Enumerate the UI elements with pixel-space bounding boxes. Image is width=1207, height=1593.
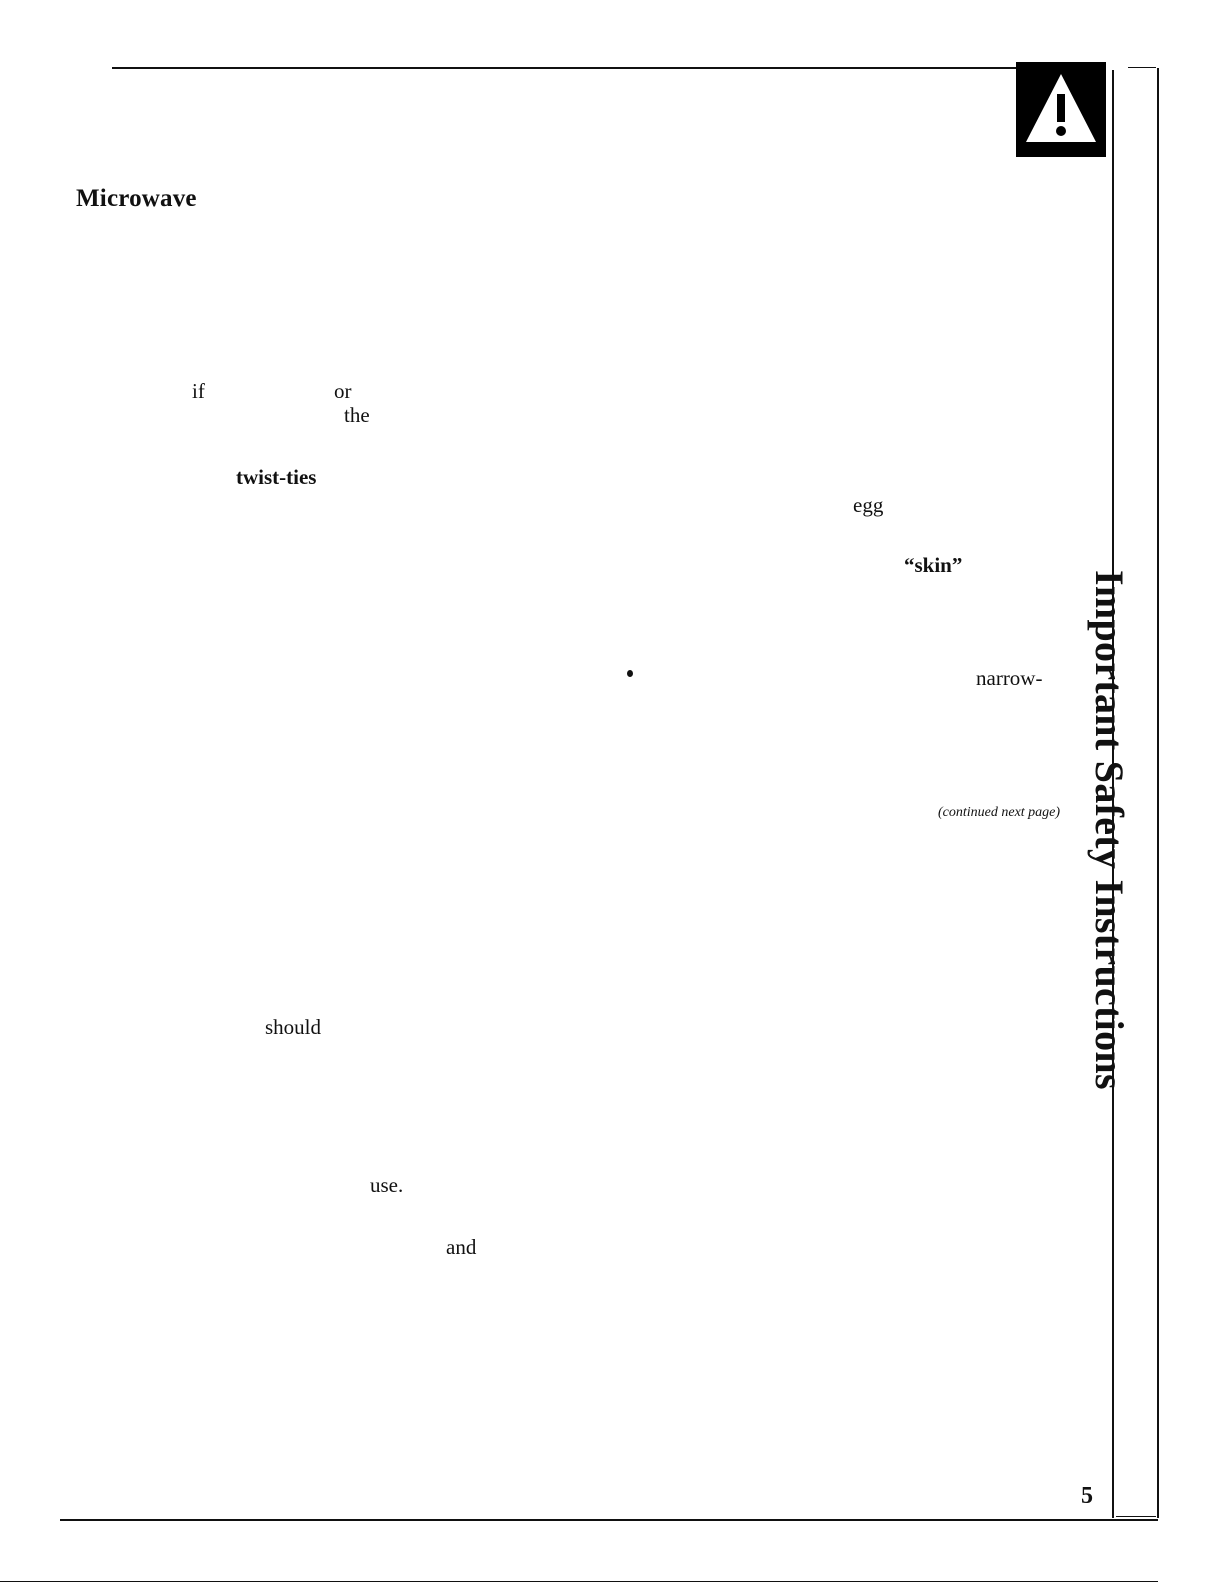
right-bottom-tick: [1116, 1516, 1156, 1517]
page-edge-rule: [0, 1581, 1158, 1582]
warning-triangle-icon: [1016, 62, 1106, 157]
fragment-egg: egg: [853, 493, 884, 517]
fragment-and: and: [446, 1235, 477, 1259]
continued-next-page: (continued next page): [938, 805, 1061, 820]
fragment-twist-ties: twist-ties: [236, 465, 317, 489]
warning-box: [1016, 62, 1106, 157]
page-number: 5: [1081, 1483, 1093, 1509]
bullet: [627, 670, 633, 677]
fragment-narrow: narrow-: [976, 666, 1043, 690]
right-edge-rule: [1157, 68, 1159, 1518]
bottom-rule: [60, 1519, 1158, 1521]
fragment-if: if: [192, 379, 205, 403]
fragment-the: the: [344, 403, 370, 427]
section-heading: Microwave: [76, 185, 197, 212]
right-top-tick: [1128, 67, 1156, 68]
fragment-skin: “skin”: [904, 553, 963, 577]
sidebar-title: Important Safety Instructions: [1087, 570, 1132, 1090]
fragment-use: use.: [370, 1173, 404, 1197]
fragment-should: should: [265, 1015, 322, 1039]
top-rule: [112, 67, 1017, 69]
fragment-or: or: [334, 379, 352, 403]
